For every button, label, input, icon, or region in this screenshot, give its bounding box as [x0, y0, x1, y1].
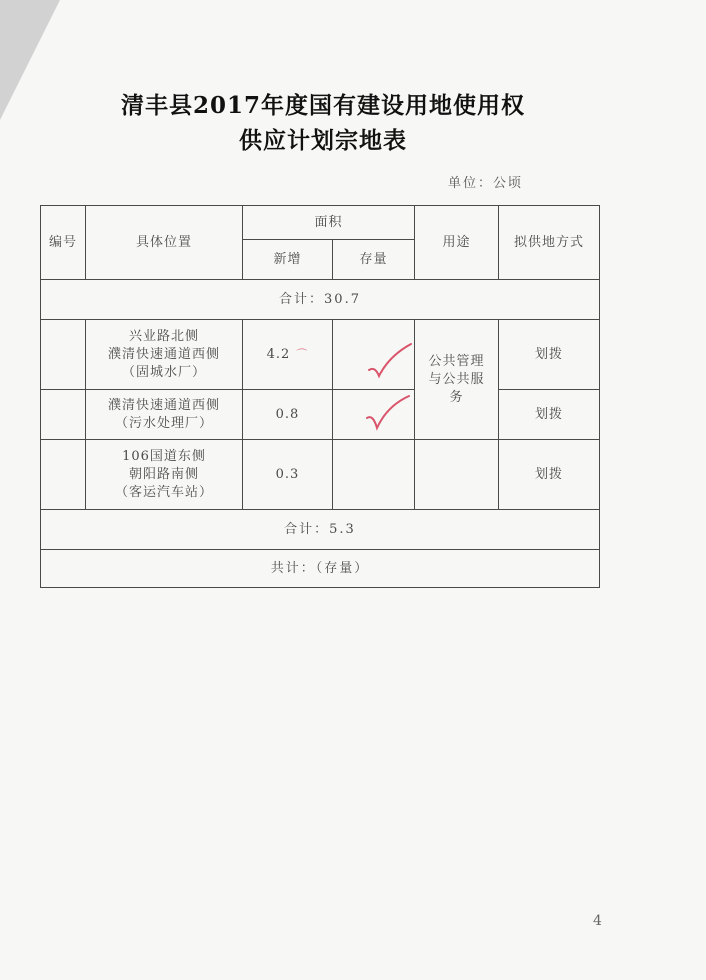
- header-id: 编号: [41, 206, 86, 280]
- total-row: [41, 550, 600, 588]
- row-id: [41, 320, 86, 390]
- row-location: [86, 390, 243, 440]
- row-id: [41, 440, 86, 510]
- row-use: [415, 440, 499, 510]
- header-area-stock: 存量: [333, 240, 415, 280]
- location-line: 106国道东侧: [122, 448, 206, 464]
- row-location: [86, 320, 243, 390]
- table-row: [41, 320, 600, 390]
- document-title-line-2: 供应计划宗地表: [239, 127, 407, 154]
- row-location: [86, 440, 243, 510]
- row-area-new: 0.8: [243, 390, 333, 440]
- location-line: （客运汽车站）: [114, 484, 213, 500]
- grand-total: 共计：（存量）: [41, 550, 600, 588]
- subtotal-1: 合计：30.7: [41, 280, 600, 320]
- header-area: 面积: [243, 206, 415, 240]
- header-area-new: 新增: [243, 240, 333, 280]
- table-row: [41, 440, 600, 510]
- header-method: 拟供地方式: [499, 206, 600, 280]
- location-line: （污水处理厂）: [114, 415, 213, 431]
- subtotal-row-1: [41, 280, 600, 320]
- checkmark-icon: [365, 394, 411, 434]
- table-row: [41, 390, 600, 440]
- row-area-stock: [333, 440, 415, 510]
- location-line: 兴业路北侧: [128, 328, 199, 344]
- row-area-new: 0.3: [243, 440, 333, 510]
- row-method: 划拨: [499, 390, 600, 440]
- row-area-stock: [333, 320, 415, 390]
- land-supply-table: [40, 205, 600, 588]
- row-method: 划拨: [499, 440, 600, 510]
- location-line: （固城水厂）: [121, 364, 206, 380]
- header-location: 具体位置: [86, 206, 243, 280]
- header-row-1: [41, 206, 600, 240]
- location-line: 濮清快速通道西侧: [107, 346, 220, 362]
- row-area-stock: [333, 390, 415, 440]
- use-line: 与公共服: [428, 371, 485, 387]
- location-line: 朝阳路南侧: [128, 466, 199, 482]
- use-line: 公共管理: [428, 353, 485, 369]
- checkmark-icon: [367, 342, 413, 382]
- use-line: 务: [449, 389, 464, 405]
- row-use-merged: [415, 320, 499, 440]
- subtotal-2: 合计：5.3: [41, 510, 600, 550]
- unit-label: 单位：公顷: [448, 176, 524, 191]
- document-title-line-1: 清丰县2017年度国有建设用地使用权: [120, 92, 525, 119]
- page-number: 4: [593, 913, 602, 929]
- location-line: 濮清快速通道西侧: [107, 397, 220, 413]
- row-id: [41, 390, 86, 440]
- row-area-new: 4.2 ⌒: [243, 320, 333, 390]
- subtotal-row-2: [41, 510, 600, 550]
- header-use: 用途: [415, 206, 499, 280]
- pen-mark-icon: ⌒: [296, 347, 309, 361]
- row-method: 划拨: [499, 320, 600, 390]
